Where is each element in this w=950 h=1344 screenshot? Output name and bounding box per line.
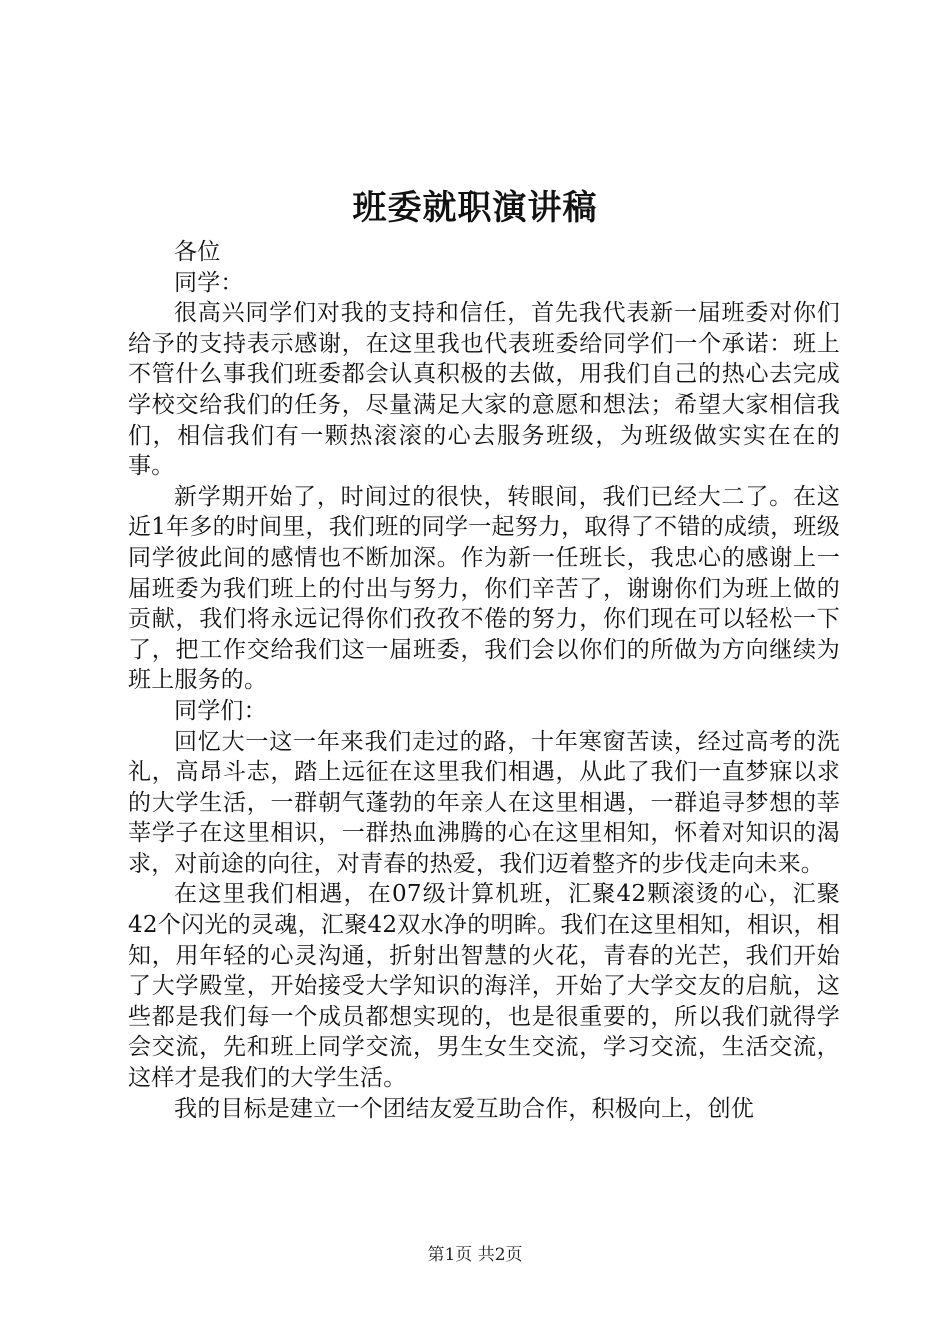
document-title: 班委就职演讲稿 [352,188,598,228]
paragraph-4: 在这里我们相遇，在07级计算机班，汇聚42颗滚烫的心，汇聚42个闪光的灵魂，汇聚42双水净的明眸。我们在这里相知，相识，相知，用年轻的心灵沟通，折射出智慧的火花，青春的光芒，我们开始了大学殿堂，开始接受大学知识的海洋，开始了大学交友的启航，这些都是我们每一个成员都想实现的，也是很重要的，所以我们就得学会交流，先和班上同学交流，男生女生交流，学习交流，生活交流，这样才是我们的大学生活。 [128,881,840,1092]
paragraph-3: 回忆大一这一年来我们走过的路，十年寒窗苦读，经过高考的洗礼，高昂斗志，踏上远征在这里我们相遇，从此了我们一直梦寐以求的大学生活，一群朝气蓬勃的年亲人在这里相遇，一群追寻梦想的莘莘学子在这里相识，一群热血沸腾的心在这里相知，怀着对知识的渴求，对前途的向往，对青春的热爱，我们迈着整齐的步伐走向未来。 [128,728,840,877]
salutation-line-2: 同学： [174,269,244,296]
paragraph-1: 很高兴同学们对我的支持和信任，首先我代表新一届班委对你们给予的支持表示感谢，在这里我也代表班委给同学们一个承诺：班上不管什么事我们班委都会认真积极的去做，用我们自己的热心去完成学校交给我们的任务，尽量满足大家的意愿和想法；希望大家相信我们，相信我们有一颗热滚滚的心去服务班级，为班级做实实在在的事。 [128,300,840,480]
paragraph-5: 我的目标是建立一个团结友爱互助合作，积极向上，创优 [174,1095,754,1122]
page-footer: 第1页 共2页 [427,1245,523,1265]
paragraph-2: 新学期开始了，时间过的很快，转眼间，我们已经大二了。在这近1年多的时间里，我们班的同学一起努力，取得了不错的成绩，班级同学彼此间的感情也不断加深。作为新一任班长，我忠心的感谢上一届班委为我们班上的付出与努力，你们辛苦了，谢谢你们为班上做的贡献，我们将永远记得你们孜孜不倦的努力，你们现在可以轻松一下了，把工作交给我们这一届班委，我们会以你们的所做为方向继续为班上服务的。 [128,483,840,694]
salutation-line-3: 同学们： [174,697,267,724]
document-body [128,237,840,1124]
salutation-line-1: 各位 [174,239,221,265]
